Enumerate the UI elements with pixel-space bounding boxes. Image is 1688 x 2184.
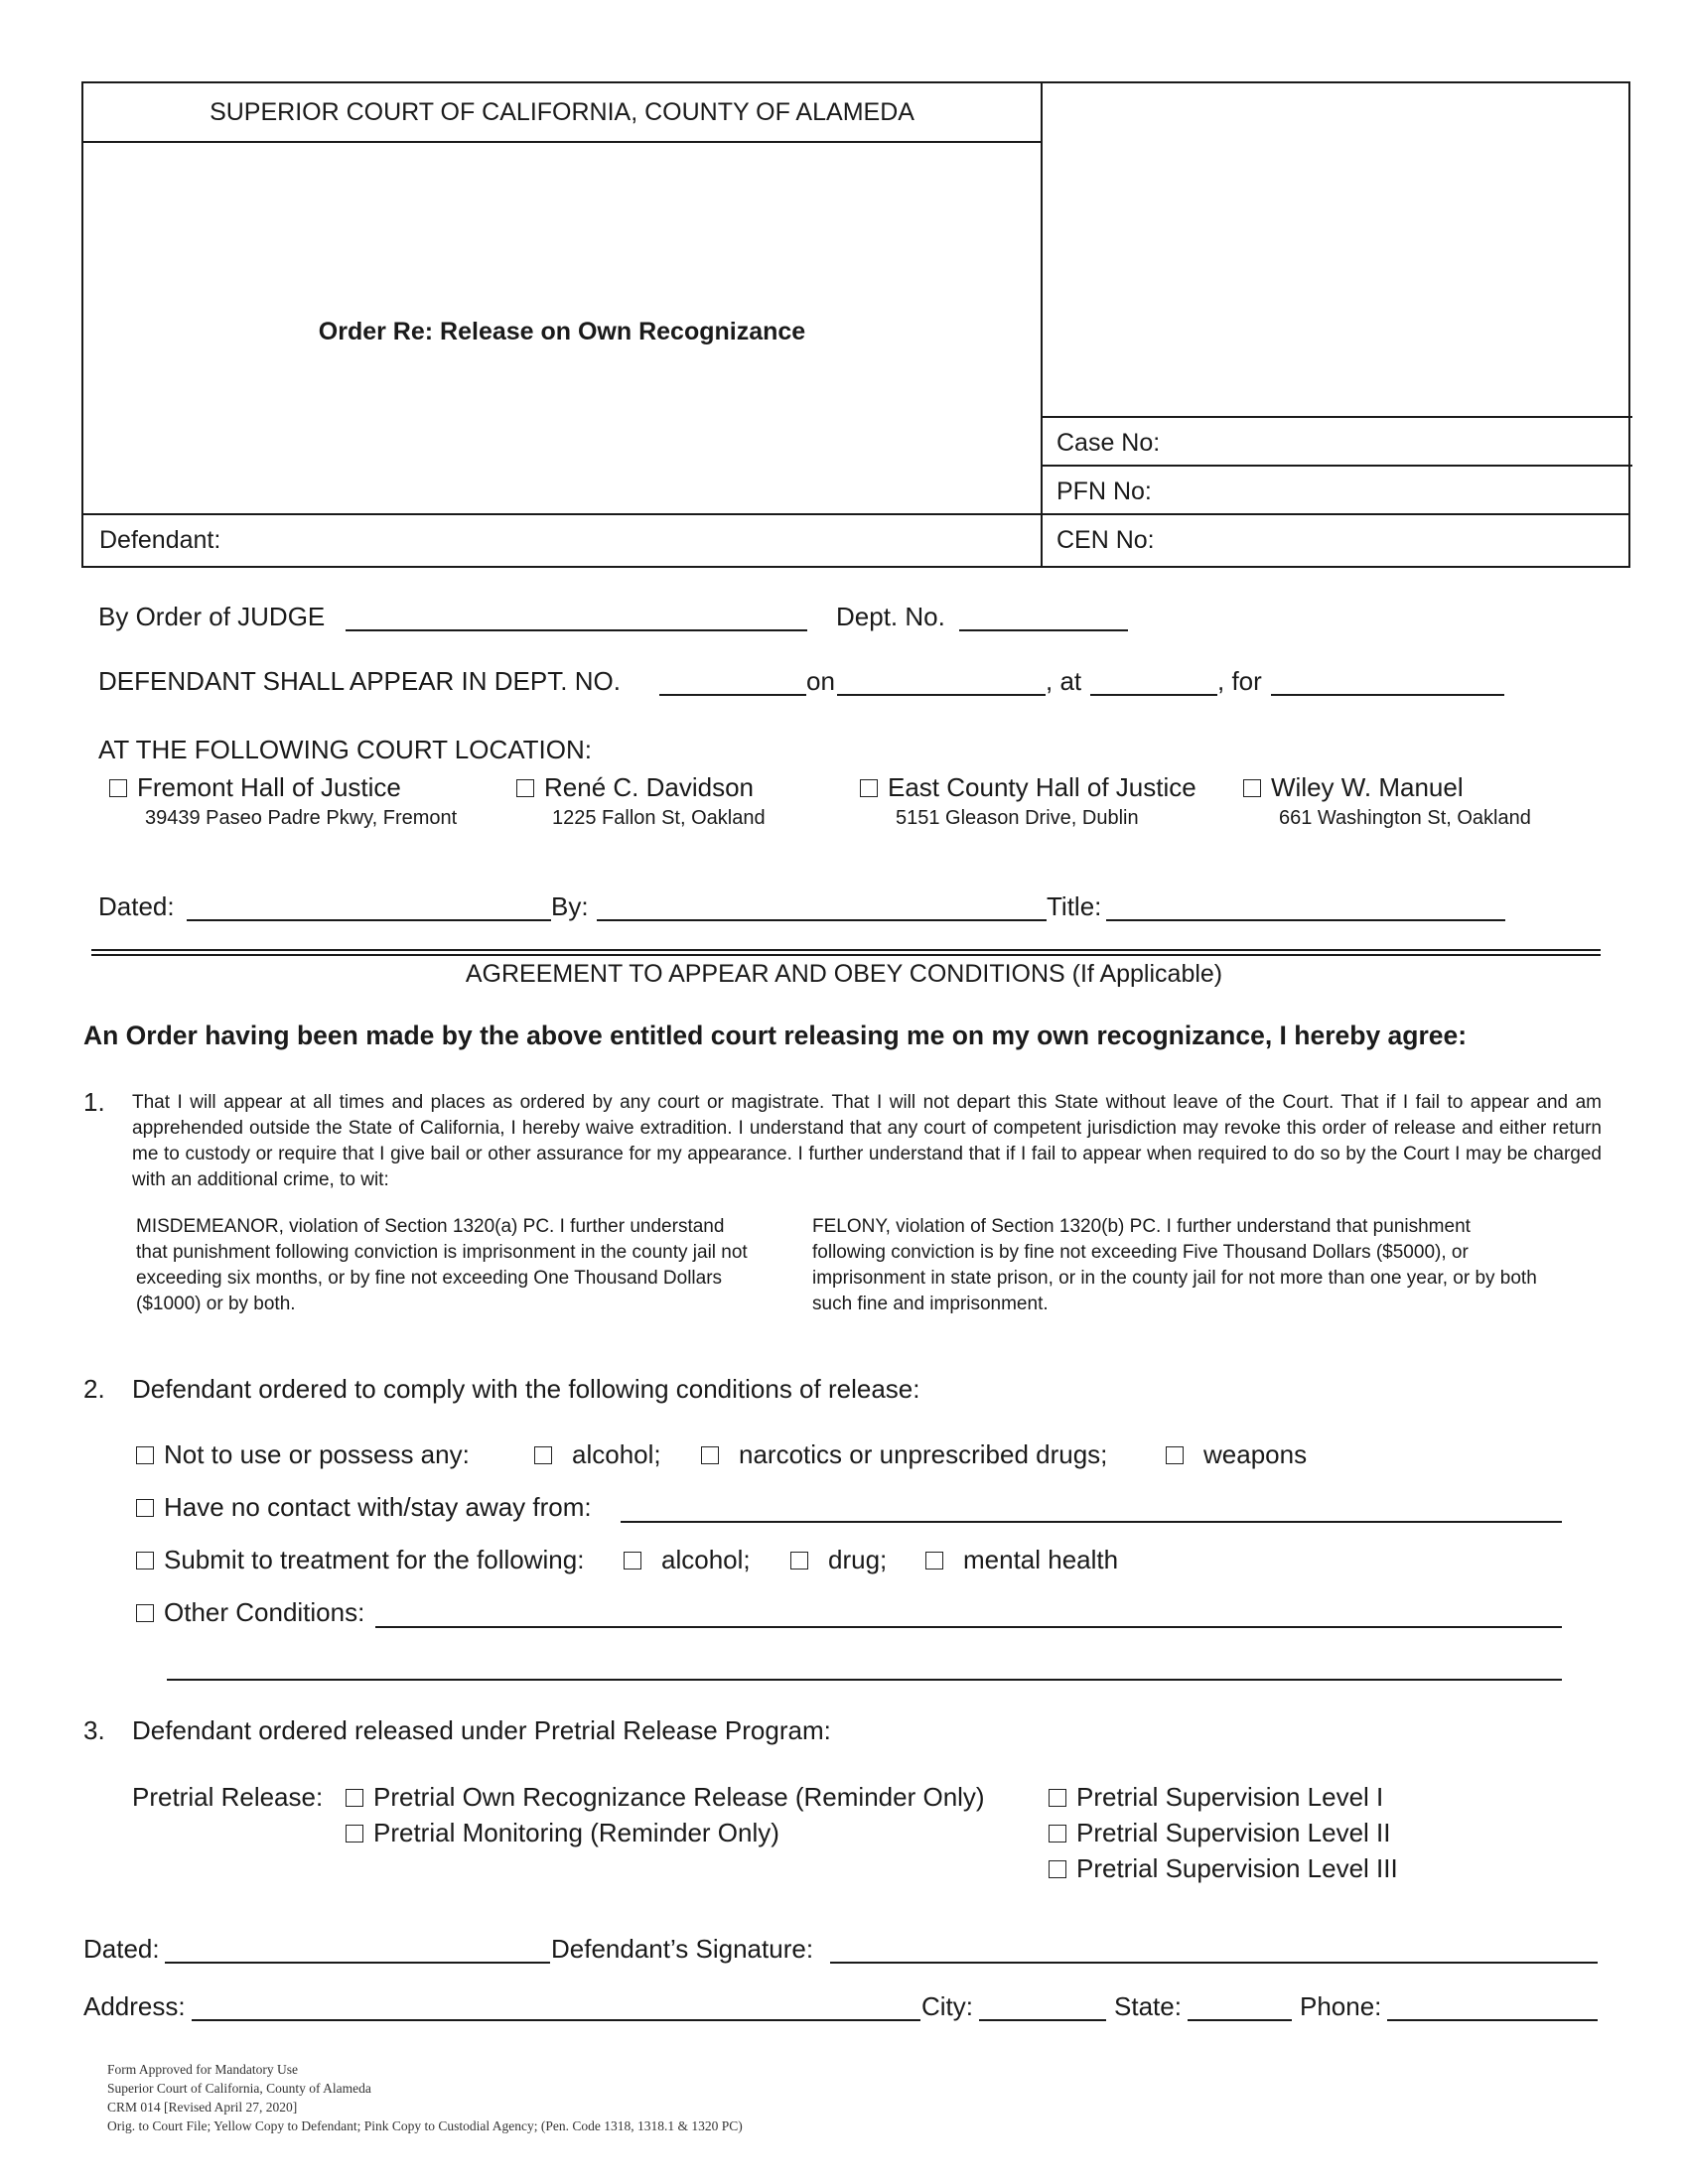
- location-name: East County Hall of Justice: [888, 772, 1196, 802]
- agreement-intro: An Order having been made by the above entitled court releasing me on my own recognizance, I hereby agree:: [83, 1021, 1468, 1050]
- phone-field[interactable]: [1387, 2019, 1598, 2021]
- checkbox-icon[interactable]: [624, 1552, 641, 1570]
- defendant-signature-field[interactable]: [830, 1962, 1598, 1964]
- pfn-no-label: PFN No:: [1056, 478, 1152, 505]
- checkbox-icon[interactable]: [925, 1552, 943, 1570]
- caption-vertical-divider: [1041, 83, 1043, 566]
- checkbox-icon[interactable]: [790, 1552, 808, 1570]
- option-label: weapons: [1203, 1439, 1308, 1469]
- checkbox-icon[interactable]: [1049, 1825, 1066, 1843]
- pretrial-option-supervision-3[interactable]: [1049, 1853, 1398, 1884]
- order-dated-field[interactable]: [187, 919, 551, 921]
- checkbox-icon[interactable]: [136, 1446, 154, 1464]
- defendant-row-divider: [83, 513, 1628, 515]
- footer-line: Superior Court of California, County of Alameda: [107, 2081, 371, 2096]
- order-title-label: Title:: [1047, 891, 1102, 921]
- pretrial-option-supervision-2[interactable]: [1049, 1818, 1390, 1848]
- pretrial-option-monitoring[interactable]: [346, 1818, 779, 1848]
- court-location-label: AT THE FOLLOWING COURT LOCATION:: [98, 735, 592, 764]
- order-by-label: By:: [551, 891, 589, 921]
- sig-dated-field[interactable]: [165, 1962, 550, 1964]
- appearance-agreement-text: That I will appear at all times and places as ordered by any court or magistrate. That I will not depart this State without leave of the Court. That if I fail to appear and am apprehended outside the State of California, I hereby waive extradition. I understand that any court of competent jurisdiction may revoke this order of release and either return me to custody or require that I give bail or other assurance for my appearance. I further understand that if I fail to appear when required to do so by the Court I may be charged with an additional crime, to wit:: [132, 1092, 1602, 1190]
- city-field[interactable]: [979, 2019, 1106, 2021]
- judge-field[interactable]: [346, 629, 807, 631]
- condition-treatment-mental-health[interactable]: [925, 1545, 1118, 1575]
- misdemeanor-text: MISDEMEANOR, violation of Section 1320(a) PC. I further understand that punishment following conviction is imprisonment in the county jail not exceeding six months, or by fine not exceeding One Thousand Dollars ($1000) or by both.: [136, 1216, 748, 1314]
- footer-line: Orig. to Court File; Yellow Copy to Defendant; Pink Copy to Custodial Agency; (Pen. Code 1318, 1318.1 & 1320 PC): [107, 2118, 743, 2133]
- condition-label: Submit to treatment for the following:: [164, 1545, 585, 1574]
- option-label: Pretrial Own Recognizance Release (Reminder Only): [373, 1782, 985, 1812]
- appear-dept-field[interactable]: [659, 694, 806, 696]
- location-option-east-county[interactable]: [860, 772, 1196, 803]
- location-address: 661 Washington St, Oakland: [1279, 807, 1531, 829]
- checkbox-icon[interactable]: [1049, 1789, 1066, 1807]
- pretrial-option-supervision-1[interactable]: [1049, 1782, 1383, 1813]
- court-name: SUPERIOR COURT OF CALIFORNIA, COUNTY OF ALAMEDA: [210, 98, 914, 126]
- footer-line: Form Approved for Mandatory Use: [107, 2062, 298, 2077]
- location-name: Fremont Hall of Justice: [137, 772, 401, 802]
- agreement-heading: AGREEMENT TO APPEAR AND OBEY CONDITIONS (If Applicable): [465, 960, 1223, 988]
- checkbox-icon[interactable]: [136, 1604, 154, 1622]
- checkbox-icon[interactable]: [136, 1552, 154, 1570]
- order-by-field[interactable]: [597, 919, 1047, 921]
- pfn-no-field[interactable]: [1176, 469, 1622, 512]
- checkbox-icon[interactable]: [1049, 1860, 1066, 1878]
- checkbox-icon[interactable]: [109, 779, 127, 797]
- state-field[interactable]: [1188, 2019, 1292, 2021]
- appear-for-label: , for: [1217, 666, 1262, 696]
- appear-purpose-field[interactable]: [1271, 694, 1504, 696]
- condition-treatment-drug[interactable]: [790, 1545, 887, 1575]
- condition-no-use-narcotics[interactable]: [701, 1439, 1107, 1470]
- dept-label: Dept. No.: [836, 602, 945, 631]
- section-divider: [91, 949, 1601, 951]
- option-label: alcohol;: [572, 1439, 661, 1469]
- order-title-field[interactable]: [1106, 919, 1505, 921]
- condition-treatment-alcohol[interactable]: [624, 1545, 751, 1575]
- location-name: Wiley W. Manuel: [1271, 772, 1464, 802]
- condition-label: Not to use or possess any:: [164, 1439, 470, 1469]
- address-field[interactable]: [192, 2019, 920, 2021]
- option-label: mental health: [963, 1545, 1119, 1574]
- option-label: Pretrial Supervision Level I: [1076, 1782, 1384, 1812]
- checkbox-icon[interactable]: [860, 779, 878, 797]
- cen-no-field[interactable]: [1176, 518, 1622, 564]
- location-address: 1225 Fallon St, Oakland: [552, 807, 766, 829]
- location-address: 39439 Paseo Padre Pkwy, Fremont: [145, 807, 458, 829]
- no-contact-field[interactable]: [621, 1521, 1562, 1523]
- pretrial-intro: Defendant ordered released under Pretrial Release Program:: [132, 1715, 831, 1745]
- phone-label: Phone:: [1300, 1991, 1382, 2021]
- option-label: Pretrial Monitoring (Reminder Only): [373, 1818, 779, 1847]
- pretrial-release-label: Pretrial Release:: [132, 1782, 324, 1812]
- checkbox-icon[interactable]: [516, 779, 534, 797]
- appear-at-label: , at: [1046, 666, 1082, 696]
- item-number: 1.: [83, 1087, 105, 1117]
- caption-box: [81, 81, 1630, 568]
- pretrial-option-or-release[interactable]: [346, 1782, 985, 1813]
- state-label: State:: [1114, 1991, 1182, 2021]
- section-divider: [91, 954, 1601, 956]
- case-no-label: Case No:: [1056, 429, 1161, 457]
- checkbox-icon[interactable]: [136, 1499, 154, 1517]
- appear-date-field[interactable]: [837, 694, 1046, 696]
- option-label: alcohol;: [661, 1545, 751, 1574]
- judge-label: By Order of JUDGE: [98, 602, 326, 631]
- dept-field[interactable]: [959, 629, 1128, 631]
- location-name: René C. Davidson: [544, 772, 754, 802]
- other-conditions-field-line2[interactable]: [167, 1679, 1562, 1681]
- condition-label: Other Conditions:: [164, 1597, 365, 1627]
- appear-dept-label: DEFENDANT SHALL APPEAR IN DEPT. NO.: [98, 666, 621, 696]
- city-label: City:: [921, 1991, 973, 2021]
- clerk-stamp-area: [1047, 87, 1626, 411]
- form-footer: [107, 2060, 743, 2135]
- condition-other[interactable]: [136, 1597, 364, 1628]
- defendant-label: Defendant:: [99, 526, 221, 554]
- location-address: 5151 Gleason Drive, Dublin: [896, 807, 1139, 829]
- condition-no-contact[interactable]: [136, 1492, 592, 1523]
- conditions-intro: Defendant ordered to comply with the following conditions of release:: [132, 1374, 920, 1404]
- checkbox-icon[interactable]: [346, 1825, 363, 1843]
- option-label: Pretrial Supervision Level II: [1076, 1818, 1391, 1847]
- defendant-signature-label: Defendant’s Signature:: [551, 1934, 814, 1964]
- location-option-davidson[interactable]: [516, 772, 754, 803]
- condition-treatment[interactable]: [136, 1545, 584, 1575]
- form-title: Order Re: Release on Own Recognizance: [318, 318, 806, 345]
- condition-no-use-weapons[interactable]: [1166, 1439, 1307, 1470]
- address-label: Address:: [83, 1991, 186, 2021]
- condition-no-use[interactable]: [136, 1439, 470, 1470]
- other-conditions-field[interactable]: [375, 1626, 1562, 1628]
- condition-label: Have no contact with/stay away from:: [164, 1492, 592, 1522]
- case-no-top-divider: [1041, 416, 1632, 418]
- checkbox-icon[interactable]: [1243, 779, 1261, 797]
- sig-dated-label: Dated:: [83, 1934, 160, 1964]
- felony-text: FELONY, violation of Section 1320(b) PC. I further understand that punishment following conviction is by fine not exceeding Five Thousand Dollars ($5000), or imprisonment in state prison, or in the county jail for not more than one year, or by both such fine and imprisonment.: [812, 1216, 1537, 1314]
- option-label: Pretrial Supervision Level III: [1076, 1853, 1398, 1883]
- footer-line: CRM 014 [Revised April 27, 2020]: [107, 2100, 298, 2115]
- location-option-wiley-manuel[interactable]: [1243, 772, 1464, 803]
- cen-no-label: CEN No:: [1056, 526, 1155, 554]
- option-label: drug;: [828, 1545, 888, 1574]
- checkbox-icon[interactable]: [701, 1446, 719, 1464]
- item-number: 3.: [83, 1715, 105, 1745]
- checkbox-icon[interactable]: [1166, 1446, 1184, 1464]
- location-option-fremont[interactable]: [109, 772, 401, 803]
- defendant-field[interactable]: [232, 518, 1027, 564]
- checkbox-icon[interactable]: [346, 1789, 363, 1807]
- order-dated-label: Dated:: [98, 891, 175, 921]
- option-label: narcotics or unprescribed drugs;: [739, 1439, 1108, 1469]
- condition-no-use-alcohol[interactable]: [534, 1439, 661, 1470]
- appear-time-field[interactable]: [1090, 694, 1217, 696]
- item-number: 2.: [83, 1374, 105, 1404]
- checkbox-icon[interactable]: [534, 1446, 552, 1464]
- case-no-field[interactable]: [1176, 419, 1622, 463]
- pfn-no-top-divider: [1041, 465, 1632, 467]
- appear-on-label: on: [806, 666, 835, 696]
- court-name-divider: [83, 141, 1041, 143]
